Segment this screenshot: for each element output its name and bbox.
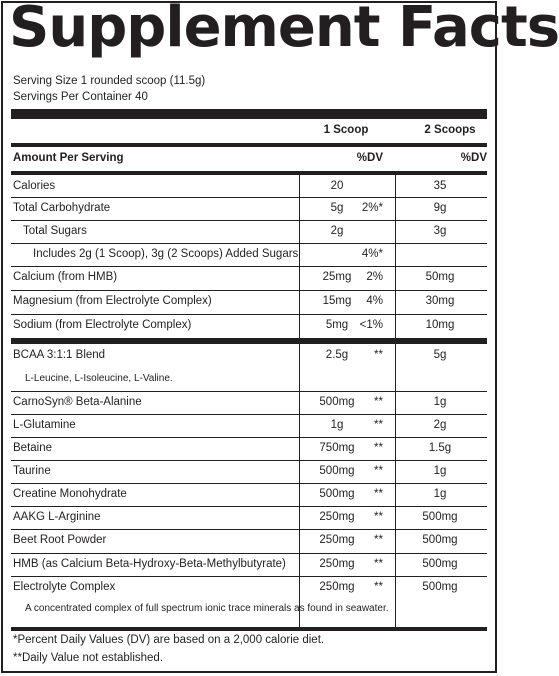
bcaa-blend-note: L-Leucine, L-Isoleucine, L-Valine. [25, 373, 173, 384]
amount-1-scoop: 500mg [319, 396, 355, 408]
nutrient-name: Electrolyte Complex [13, 581, 116, 593]
footnote-no-daily-value: **Daily Value not established. [13, 652, 164, 664]
amount-2-scoops: 9g [433, 202, 447, 214]
amount-1-scoop: 250mg [319, 511, 355, 523]
dv-header-1: %DV [356, 152, 383, 164]
amount-1-scoop: 250mg [319, 581, 355, 593]
amount-2-scoops: 500mg [422, 511, 458, 523]
amount-1-scoop: 5g [330, 202, 344, 214]
daily-value-1-scoop: ** [374, 488, 383, 500]
row-divider [11, 391, 487, 392]
nutrient-name: CarnoSyn® Beta-Alanine [13, 396, 142, 408]
panel-title: Supplement Facts [9, 0, 559, 60]
daily-value-1-scoop: 2%* [361, 202, 383, 214]
daily-value-1-scoop: ** [374, 558, 383, 570]
row-divider [11, 266, 487, 267]
nutrient-name: L-Glutamine [13, 419, 76, 431]
footnote-daily-value: *Percent Daily Values (DV) are based on a 2,000 calorie diet. [13, 634, 325, 646]
nutrient-name: Betaine [13, 442, 53, 454]
dv-header-2: %DV [460, 152, 487, 164]
serving-size: Serving Size 1 rounded scoop (11.5g) [13, 75, 206, 87]
daily-value-1-scoop: 4% [366, 295, 383, 307]
daily-value-1-scoop: ** [374, 581, 383, 593]
nutrient-name: AAKG L-Arginine [13, 511, 101, 523]
nutrient-name: Creatine Monohydrate [13, 488, 127, 500]
row-divider [11, 220, 487, 221]
column-header-1-scoop: 1 Scoop [323, 124, 369, 136]
row-divider [11, 197, 487, 198]
amount-2-scoops: 500mg [422, 534, 458, 546]
medium-rule-header [11, 143, 487, 147]
amount-1-scoop: 500mg [319, 488, 355, 500]
medium-rule-bottom [11, 627, 487, 631]
row-divider [11, 414, 487, 415]
daily-value-1-scoop: ** [374, 349, 383, 361]
amount-2-scoops: 35 [433, 180, 447, 192]
amount-2-scoops: 1.5g [428, 442, 452, 454]
nutrient-name: BCAA 3:1:1 Blend [13, 349, 106, 361]
row-divider [11, 460, 487, 461]
amount-1-scoop: 500mg [319, 465, 355, 477]
nutrient-name: Includes 2g (1 Scoop), 3g (2 Scoops) Added Sugars [33, 248, 299, 260]
amount-2-scoops: 50mg [425, 271, 455, 283]
row-divider [11, 314, 487, 315]
nutrient-name: Total Sugars [23, 225, 87, 237]
amount-1-scoop: 25mg [322, 271, 352, 283]
amount-per-serving-label: Amount Per Serving [13, 152, 124, 164]
row-divider [11, 437, 487, 438]
amount-2-scoops: 5g [433, 349, 447, 361]
amount-1-scoop: 2.5g [325, 349, 349, 361]
daily-value-1-scoop: ** [374, 534, 383, 546]
row-divider [11, 243, 487, 244]
medium-rule-amount [11, 171, 487, 175]
nutrient-name: Magnesium (from Electrolyte Complex) [13, 295, 212, 307]
thick-rule-top [11, 109, 487, 119]
daily-value-1-scoop: 2% [366, 271, 383, 283]
nutrient-name: HMB (as Calcium Beta-Hydroxy-Beta-Methylbutyrate) [13, 558, 286, 570]
amount-2-scoops: 1g [433, 488, 447, 500]
daily-value-1-scoop: ** [374, 511, 383, 523]
amount-1-scoop: 15mg [322, 295, 352, 307]
row-divider [11, 553, 487, 554]
amount-1-scoop: 5mg [325, 319, 349, 331]
amount-1-scoop: 250mg [319, 558, 355, 570]
daily-value-1-scoop: 4%* [361, 248, 383, 260]
amount-1-scoop: 750mg [319, 442, 355, 454]
amount-2-scoops: 3g [433, 225, 447, 237]
nutrient-name: Calories [13, 180, 56, 192]
column-separator [299, 171, 300, 627]
row-divider [11, 290, 487, 291]
row-divider [11, 529, 487, 530]
nutrient-name: Calcium (from HMB) [13, 271, 118, 283]
electrolyte-complex-note: A concentrated complex of full spectrum ionic trace minerals as found in seawater. [25, 603, 389, 614]
amount-2-scoops: 500mg [422, 581, 458, 593]
thick-rule-section [11, 339, 487, 344]
amount-2-scoops: 30mg [425, 295, 455, 307]
row-divider [11, 576, 487, 577]
amount-2-scoops: 1g [433, 396, 447, 408]
amount-2-scoops: 500mg [422, 558, 458, 570]
column-header-2-scoops: 2 Scoops [424, 124, 476, 136]
amount-1-scoop: 1g [330, 419, 344, 431]
nutrient-name: Sodium (from Electrolyte Complex) [13, 319, 192, 331]
daily-value-1-scoop: ** [374, 419, 383, 431]
row-divider [11, 506, 487, 507]
amount-1-scoop: 2g [330, 225, 344, 237]
daily-value-1-scoop: ** [374, 396, 383, 408]
amount-1-scoop: 20 [330, 180, 344, 192]
row-divider [11, 483, 487, 484]
amount-2-scoops: 1g [433, 465, 447, 477]
nutrient-name: Taurine [13, 465, 51, 477]
supplement-facts-panel [1, 0, 559, 673]
nutrient-name: Beet Root Powder [13, 534, 107, 546]
daily-value-1-scoop: <1% [359, 319, 383, 331]
amount-1-scoop: 250mg [319, 534, 355, 546]
daily-value-1-scoop: ** [374, 465, 383, 477]
nutrient-name: Total Carbohydrate [13, 202, 111, 214]
daily-value-1-scoop: ** [374, 442, 383, 454]
amount-2-scoops: 10mg [425, 319, 455, 331]
servings-per-container: Servings Per Container 40 [13, 91, 148, 103]
amount-2-scoops: 2g [433, 419, 447, 431]
column-separator [395, 171, 396, 627]
